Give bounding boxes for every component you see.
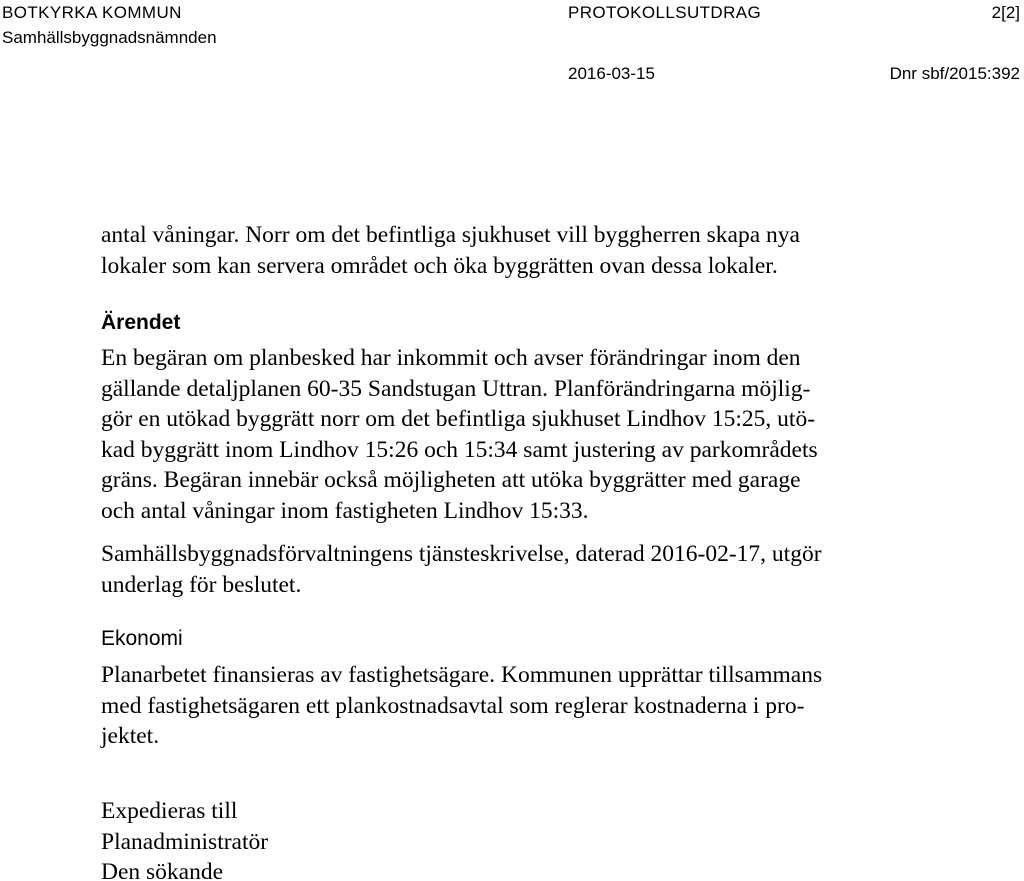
document-type: PROTOKOLLSUTDRAG: [568, 3, 762, 22]
section-heading-ekonomi: Ekonomi: [101, 627, 183, 650]
distribution-recipient: Den sökande: [101, 859, 224, 881]
page-number: 2[2]: [991, 3, 1020, 22]
text-line: underlag för beslutet.: [101, 571, 302, 598]
text-line: Planarbetet finansieras av fastighetsägare. Kommunen upprättar tillsammans: [101, 662, 823, 688]
text-line: Samhällsbyggnadsförvaltningens tjänsteskrivelse, daterad 2016-02-17, utgör: [101, 541, 822, 567]
text-line: gällande detaljplanen 60-35 Sandstugan Uttran. Planförändringarna möjlig-: [101, 375, 811, 402]
text-line: kad byggrätt inom Lindhov 15:26 och 15:34 samt justering av parkområdets: [101, 436, 818, 463]
text-line: En begäran om planbesked har inkommit och avser förändringar inom den: [101, 345, 801, 371]
text-line: gräns. Begäran innebär också möjligheten att utöka byggrätter med garage: [101, 467, 801, 493]
distribution-heading: Expedieras till: [101, 798, 238, 824]
arendet-paragraph: [101, 343, 881, 526]
document-date: 2016-03-15: [568, 64, 655, 83]
distribution-recipient: Planadministratör: [101, 828, 269, 855]
text-line: jektet.: [101, 723, 160, 749]
text-line: med fastighetsägaren ett plankostnadsavtal som reglerar kostnaderna i pro-: [101, 692, 805, 719]
ekonomi-paragraph: [101, 660, 881, 752]
text-line: antal våningar. Norr om det befintliga sjukhuset vill byggherren skapa nya: [101, 222, 800, 248]
section-heading-arendet: Ärendet: [101, 311, 181, 334]
underlag-paragraph: [101, 539, 881, 600]
text-line: lokaler som kan servera området och öka byggrätten ovan dessa lokaler.: [101, 252, 778, 279]
distribution-list: [101, 796, 881, 881]
organization-name: BOTKYRKA KOMMUN: [2, 3, 182, 22]
text-line: och antal våningar inom fastigheten Lindhov 15:33.: [101, 497, 589, 524]
department-name: Samhällsbyggnadsnämnden: [2, 28, 217, 47]
text-line: gör en utökad byggrätt norr om det befintliga sjukhuset Lindhov 15:25, utö-: [101, 406, 816, 432]
intro-paragraph: [101, 220, 881, 281]
diary-number: Dnr sbf/2015:392: [889, 64, 1020, 83]
